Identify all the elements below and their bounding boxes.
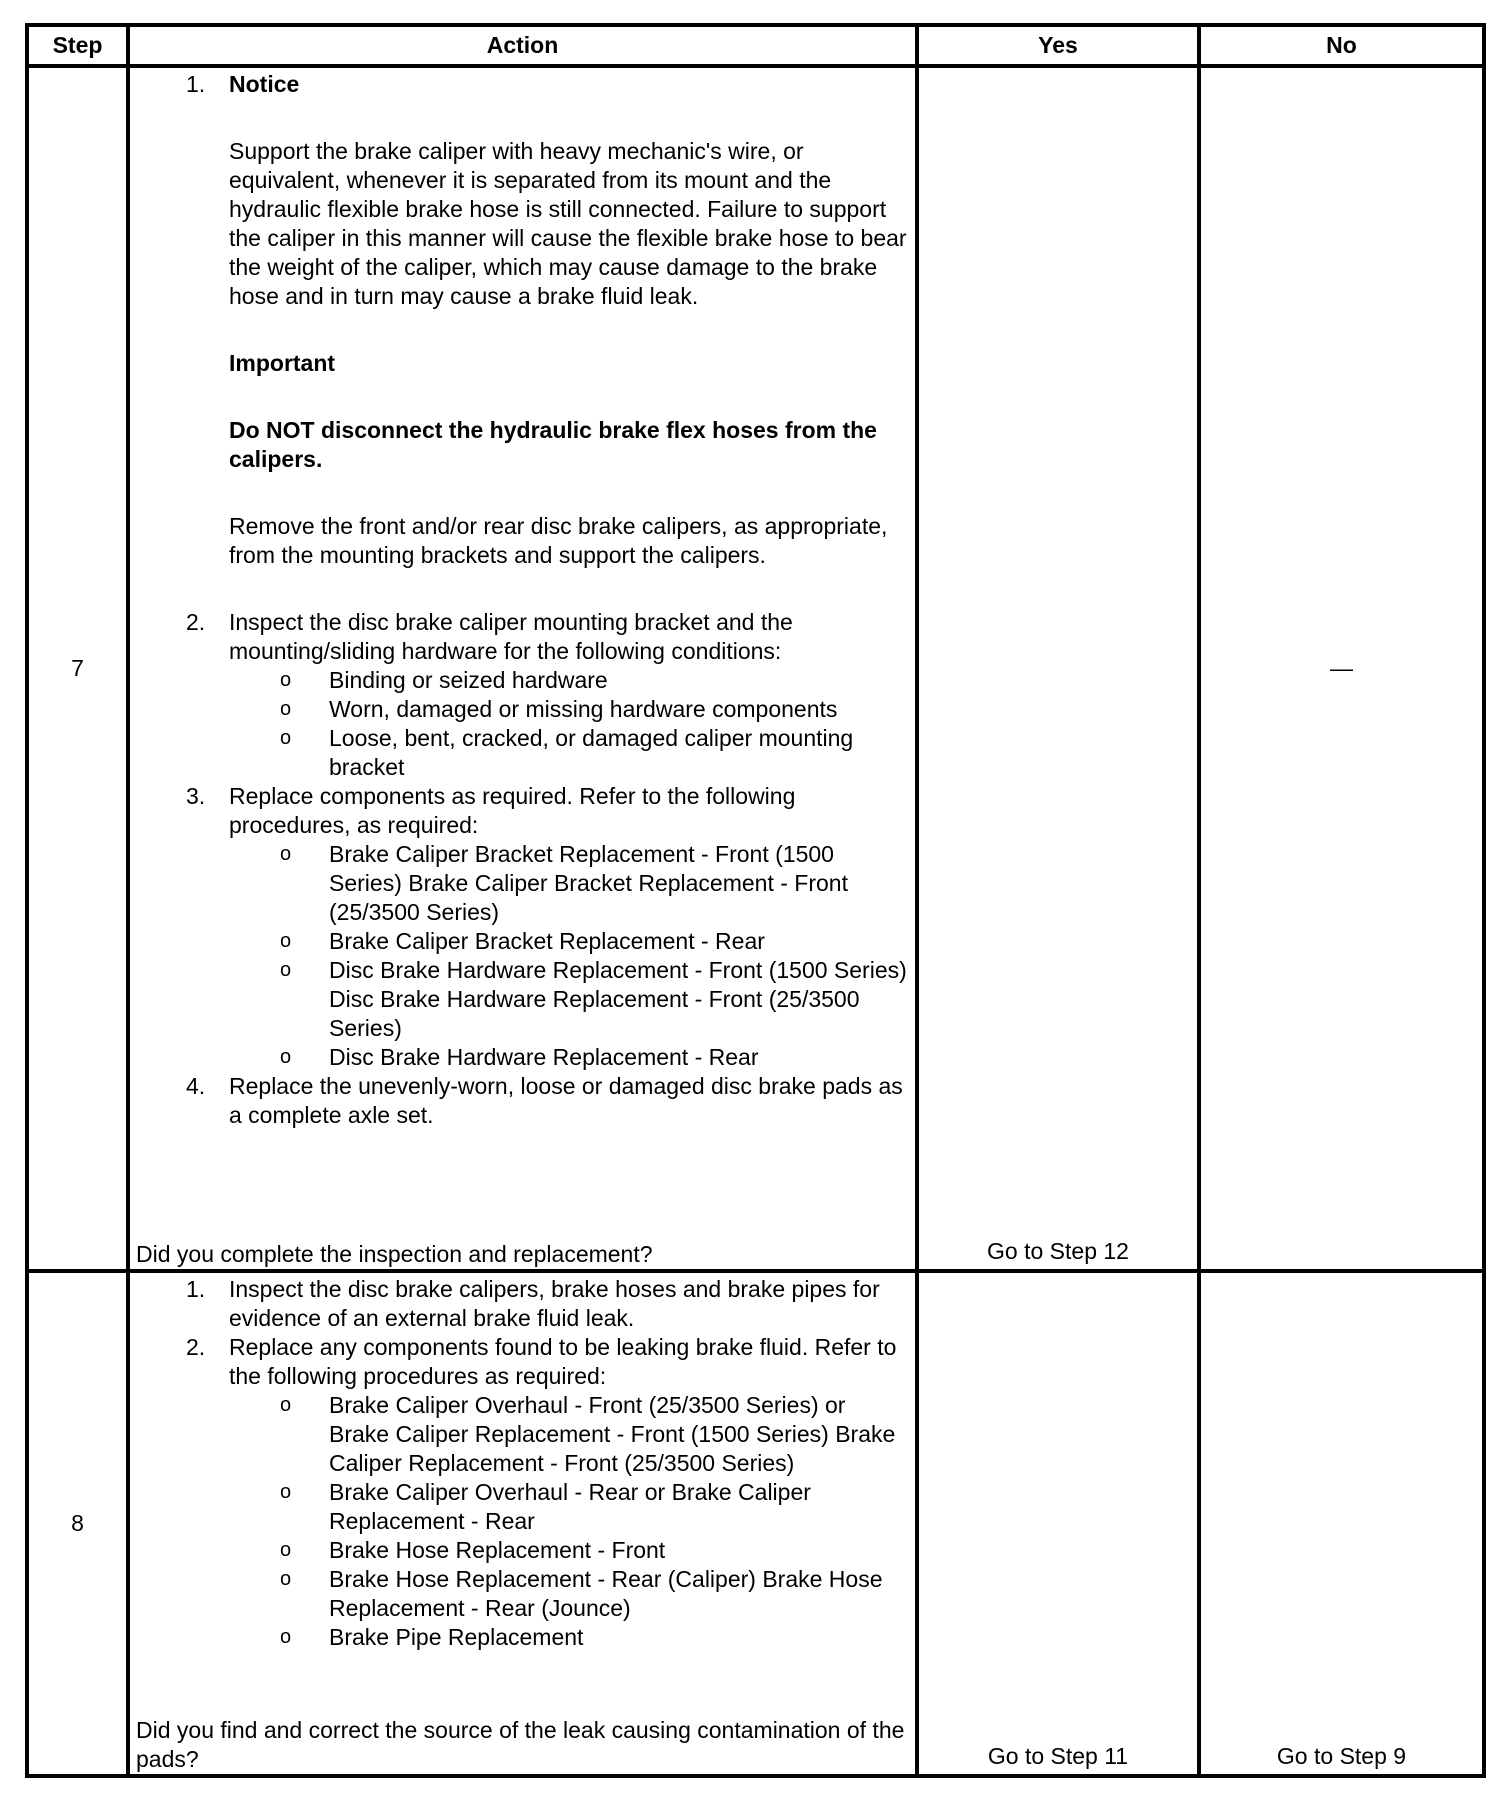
step-8-row — [27, 1271, 1484, 1776]
sub-list-item: o Worn, damaged or missing hardware components — [280, 696, 838, 722]
step-8-question: Did you find and correct the source of the leak causing contamination of the pads? — [136, 1717, 905, 1772]
sub-list-item: o Binding or seized hardware — [280, 667, 608, 693]
sub-list-item: o Brake Caliper Bracket Replacement - Front (1500 Series) Brake Caliper Bracket Replacement - Front (25/3500 Series) — [280, 841, 848, 925]
step-8-action — [128, 1271, 917, 1776]
sub-list-item: o Disc Brake Hardware Replacement - Front (1500 Series) Disc Brake Hardware Replacement - Front (25/3500 Series) — [280, 957, 907, 1041]
step-7-question: Did you complete the inspection and replacement? — [136, 1241, 653, 1267]
header-yes: Yes — [917, 25, 1199, 66]
list-item: 2. Replace any components found to be leaking brake fluid. Refer to the following procedures as required: o Brake Caliper Overhaul - Front (25/3500 Series) or Brake Caliper Replacement - Front (1500 Series) Brake Caliper Replacement - Front (25/3500 Series) o Brake Caliper Overhaul - Rear or Brake Caliper Replacement - Rear o Brake Hose Replacement - Front o Brake Hose Replacement - Rear (Caliper) Brake Hose Replacement - Rear (Jounce) o Brake Pipe Replacement — [136, 1333, 909, 1652]
sub-list-item: o Brake Caliper Bracket Replacement - Rear — [280, 928, 765, 954]
header-action: Action — [128, 25, 917, 66]
step-8-yes: Go to Step 11 — [917, 1271, 1199, 1776]
important-text: Do NOT disconnect the hydraulic brake flex hoses from the calipers. — [229, 417, 877, 472]
sub-list — [229, 840, 909, 1072]
step-7-row — [27, 66, 1484, 1271]
sub-list — [229, 1391, 909, 1652]
notice-text: Support the brake caliper with heavy mechanic's wire, or equivalent, whenever it is separated from its mount and the hydraulic flexible brake hose is still connected. Failure to support the caliper in this manner will cause the flexible brake hose to bear the weight of the caliper, which may cause damage to the brake hose and in turn may cause a brake fluid leak. — [229, 138, 907, 309]
list-item: 1. Inspect the disc brake calipers, brake hoses and brake pipes for evidence of an external brake fluid leak. — [186, 1276, 880, 1331]
list-item: 2. Inspect the disc brake caliper mounting bracket and the mounting/sliding hardware for the following conditions: o Binding or seized hardware o Worn, damaged or missing hardware components o Loose, bent, cracked, or damaged caliper mounting bracket — [136, 608, 909, 782]
remove-text: Remove the front and/or rear disc brake calipers, as appropriate, from the mounting brackets and support the calipers. — [229, 513, 888, 568]
sub-list-item: o Disc Brake Hardware Replacement - Rear — [280, 1044, 759, 1070]
list-item: 4. Replace the unevenly-worn, loose or damaged disc brake pads as a complete axle set. — [186, 1073, 903, 1128]
sub-list — [229, 666, 909, 782]
header-row — [27, 25, 1484, 66]
step-7-yes: Go to Step 12 — [917, 66, 1199, 1271]
sub-list-item: o Brake Hose Replacement - Front — [280, 1537, 666, 1563]
sub-list-item: o Brake Pipe Replacement — [280, 1624, 584, 1650]
step-8-no: Go to Step 9 — [1199, 1271, 1484, 1776]
sub-list-item: o Brake Caliper Overhaul - Rear or Brake Caliper Replacement - Rear — [280, 1479, 811, 1534]
step-number: 8 — [27, 1271, 128, 1776]
sub-list-item: o Brake Caliper Overhaul - Front (25/3500 Series) or Brake Caliper Replacement - Front (1500 Series) Brake Caliper Replacement - Front (25/3500 Series) — [280, 1392, 896, 1476]
header-no: No — [1199, 25, 1484, 66]
sub-list-item: o Brake Hose Replacement - Rear (Caliper) Brake Hose Replacement - Rear (Jounce) — [280, 1566, 883, 1621]
list-item: 3. Replace components as required. Refer to the following procedures, as required: o Brake Caliper Bracket Replacement - Front (1500 Series) Brake Caliper Bracket Replacement - Front (25/3500 Series) o Brake Caliper Bracket Replacement - Rear o Disc Brake Hardware Replacement - Front (1500 Series) Disc Brake Hardware Replacement - Front (25/3500 Series) o Disc Brake Hardware Replacement - Rear — [136, 782, 909, 1072]
list-item: 1. Notice Support the brake caliper with heavy mechanic's wire, or equivalent, whenever it is separated from its mount and the hydraulic flexible brake hose is still connected. Failure to support the caliper in this manner will cause the flexible brake hose to bear the weight of the caliper, which may cause damage to the brake hose and in turn may cause a brake fluid leak. Important Do NOT disconnect the hydraulic brake flex hoses from the calipers. Remove the front and/or rear disc brake calipers, as appropriate, from the mounting brackets and support the calipers. — [136, 70, 909, 570]
procedure-table — [25, 23, 1486, 1778]
notice-title: Notice — [229, 71, 300, 97]
step-7-no: — — [1199, 66, 1484, 1271]
step-7-action — [128, 66, 917, 1271]
sub-list-item: o Loose, bent, cracked, or damaged caliper mounting bracket — [280, 725, 854, 780]
header-step: Step — [27, 25, 128, 66]
important-title: Important — [229, 350, 336, 376]
step-number: 7 — [27, 66, 128, 1271]
